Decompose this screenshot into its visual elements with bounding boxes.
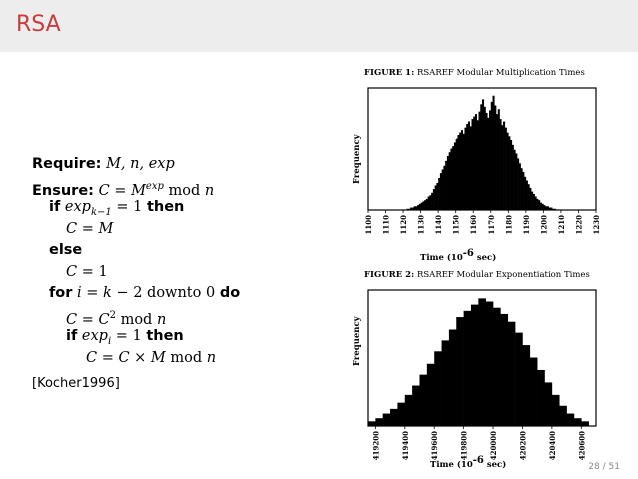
slide-title: RSA	[16, 12, 61, 37]
fig1-bar	[508, 136, 510, 210]
fig1-bar	[549, 208, 551, 210]
fig2-bar	[427, 364, 435, 426]
fig1-bar	[484, 107, 486, 210]
fig1-tick-label: 1110	[381, 215, 391, 235]
fig1-bar	[450, 149, 452, 210]
fig1-bar	[507, 133, 509, 210]
fig1-bar	[456, 139, 458, 210]
fig1-bar	[524, 177, 526, 210]
fig1-bar	[459, 133, 461, 210]
fig1-bar	[414, 206, 416, 210]
fig2-bar	[567, 414, 575, 426]
fig1-tick-label: 1210	[556, 215, 566, 235]
fig1-bar	[491, 102, 493, 210]
fig1-bar	[526, 181, 528, 210]
fig1-bar	[512, 145, 514, 210]
fig1-bar	[447, 156, 449, 210]
fig1-tick-label: 1140	[434, 215, 444, 235]
fig1-tick-label: 1120	[399, 215, 409, 235]
fig2-bar	[552, 395, 560, 426]
fig2-tick-label: 419200	[371, 431, 381, 461]
fig1-tick-label: 1150	[451, 215, 461, 235]
fig1-bar	[478, 112, 480, 210]
title-bar	[0, 0, 638, 52]
fig2-bar	[449, 330, 457, 426]
figure-1-xlabel: Time ($10^{-6}$ sec)	[420, 248, 497, 263]
fig2-bar	[515, 333, 523, 426]
fig1-bar	[498, 109, 500, 210]
fig1-bar	[522, 172, 524, 210]
fig1-bar	[422, 201, 424, 210]
page-number: 28 / 51	[588, 462, 620, 472]
fig1-bar	[419, 204, 421, 210]
ensure-line: Ensure: $C = M^{exp}$ mod n	[32, 180, 215, 199]
fig2-bar	[412, 386, 420, 426]
fig1-bar	[514, 150, 516, 210]
fig2-bar	[405, 395, 413, 426]
fig2-bar	[559, 406, 567, 426]
fig1-tick-label: 1200	[539, 215, 549, 235]
fig2-bar	[545, 382, 553, 426]
if-exp-line: if $\exp_{k-1} = 1$ then	[49, 199, 185, 218]
fig2-bar	[383, 414, 391, 426]
fig1-bar	[554, 209, 556, 210]
fig1-bar	[445, 161, 447, 210]
fig1-bar	[452, 146, 454, 210]
fig2-bar	[478, 298, 486, 426]
fig1-bar	[433, 189, 435, 210]
fig2-tick-label: 419400	[400, 431, 410, 461]
fig1-bar	[449, 152, 451, 210]
fig1-bar	[408, 209, 410, 210]
fig1-bar	[470, 126, 472, 210]
fig1-tick-label: 1180	[504, 215, 514, 235]
fig1-tick-label: 1170	[486, 215, 496, 235]
fig1-bar	[482, 99, 484, 210]
fig1-bar	[477, 120, 479, 210]
fig2-bar	[493, 308, 501, 426]
fig2-bar	[419, 375, 427, 426]
fig2-tick-label: 420600	[577, 431, 587, 461]
figure-1-caption: FIGURE 1: RSAREF Modular Multiplication Times	[364, 68, 585, 78]
fig1-bar	[412, 208, 414, 210]
fig1-bar	[550, 208, 552, 210]
fig1-bar	[407, 209, 409, 210]
fig1-bar	[426, 199, 428, 210]
fig1-bar	[436, 183, 438, 210]
fig1-tick-label: 1190	[521, 215, 531, 235]
fig1-bar	[487, 118, 489, 210]
fig1-bar	[489, 110, 491, 210]
fig1-tick-label: 1100	[364, 215, 373, 235]
for-line: for i = k − 2 downto 0 do	[49, 285, 241, 301]
fig1-bar	[466, 124, 468, 210]
algorithm-block	[32, 154, 240, 369]
assign-c-one-line: C = 1	[66, 263, 108, 280]
fig2-bar	[464, 311, 472, 426]
fig1-bar	[410, 208, 412, 210]
fig1-bar	[515, 153, 517, 210]
fig1-bar	[461, 130, 463, 210]
fig1-bar	[424, 200, 426, 210]
fig2-bar	[530, 358, 538, 426]
fig2-bar	[500, 314, 508, 426]
fig2-bar	[471, 305, 479, 426]
fig2-bar	[486, 301, 494, 426]
fig1-bar	[528, 184, 530, 210]
fig1-bar	[454, 142, 456, 210]
fig2-bar	[522, 345, 530, 426]
fig1-bar	[473, 117, 475, 210]
assign-c-m-line: C = M	[66, 220, 114, 237]
fig1-bar	[468, 122, 470, 210]
figure-2-histogram	[364, 282, 600, 460]
fig2-bar	[456, 317, 464, 426]
fig1-bar	[531, 192, 533, 210]
fig1-bar	[438, 178, 440, 210]
fig2-bar	[368, 421, 376, 426]
fig1-bar	[542, 204, 544, 210]
fig2-bar	[397, 403, 405, 426]
fig1-bar	[440, 173, 442, 210]
fig1-tick-label: 1130	[416, 215, 426, 235]
figure-2-caption: FIGURE 2: RSAREF Modular Exponentiation Times	[364, 270, 590, 280]
require-line: Require: M, n, exp	[32, 156, 175, 172]
fig1-bar	[500, 119, 502, 210]
fig1-bar	[536, 199, 538, 210]
fig2-bar	[390, 409, 398, 426]
fig1-bar	[545, 206, 547, 210]
fig1-bar	[486, 113, 488, 210]
fig1-tick-label: 1230	[592, 215, 601, 235]
fig1-bar	[540, 203, 542, 210]
else-line: else	[49, 242, 83, 258]
fig1-tick-label: 1220	[574, 215, 584, 235]
fig2-bar	[434, 351, 442, 426]
fig1-bar	[457, 135, 459, 210]
fig1-bar	[442, 169, 444, 210]
fig1-bar	[501, 125, 503, 210]
fig2-tick-label: 420200	[518, 431, 528, 461]
fig1-bar	[435, 185, 437, 210]
citation: [Kocher1996]	[32, 376, 120, 391]
fig2-tick-label: 419600	[430, 431, 440, 461]
fig1-bar	[552, 209, 554, 210]
fig1-bar	[538, 200, 540, 210]
fig1-tick-label: 1160	[469, 215, 479, 235]
fig1-bar	[480, 104, 482, 210]
fig1-bar	[463, 134, 465, 210]
if-exp-i-line: if $\exp_i = 1$ then	[66, 328, 184, 347]
fig1-bar	[464, 128, 466, 210]
fig1-bar	[503, 122, 505, 210]
fig1-bar	[521, 168, 523, 210]
figure-2-ylabel: Frequency	[352, 316, 362, 366]
figure-1-histogram	[364, 80, 600, 260]
figure-2-xlabel: Time ($10^{-6}$ sec)	[430, 455, 507, 470]
figure-2	[340, 266, 600, 471]
fig1-bar	[533, 194, 535, 210]
fig2-bar	[537, 370, 545, 426]
fig1-bar	[493, 96, 495, 210]
fig1-bar	[471, 119, 473, 210]
figure-1	[340, 64, 600, 264]
fig1-bar	[431, 193, 433, 210]
fig1-bar	[475, 114, 477, 210]
fig1-bar	[529, 188, 531, 210]
fig1-bar	[547, 206, 549, 210]
fig2-tick-label: 420000	[489, 431, 499, 461]
fig1-bar	[543, 205, 545, 210]
fig2-tick-label: 420400	[547, 431, 557, 461]
fig1-bar	[517, 158, 519, 210]
fig2-bar	[508, 322, 516, 426]
figure-1-ylabel: Frequency	[352, 134, 362, 184]
multiply-line: C = C × M mod n	[86, 349, 217, 366]
fig2-bar	[581, 421, 589, 426]
fig1-bar	[510, 140, 512, 210]
fig2-bar	[375, 418, 383, 426]
fig1-bar	[535, 196, 537, 210]
fig1-bar	[428, 196, 430, 210]
fig1-bar	[417, 205, 419, 210]
fig1-bar	[496, 114, 498, 210]
fig1-bar	[415, 206, 417, 210]
fig1-bar	[421, 203, 423, 210]
fig2-bar	[442, 340, 450, 426]
square-line: $C = C^2$ mod n	[66, 309, 167, 328]
fig1-bar	[505, 128, 507, 210]
fig1-bar	[494, 106, 496, 210]
fig1-bar	[443, 166, 445, 210]
fig1-bar	[429, 195, 431, 210]
fig1-bar	[519, 163, 521, 210]
fig2-tick-label: 419800	[459, 431, 469, 461]
fig2-bar	[574, 418, 582, 426]
